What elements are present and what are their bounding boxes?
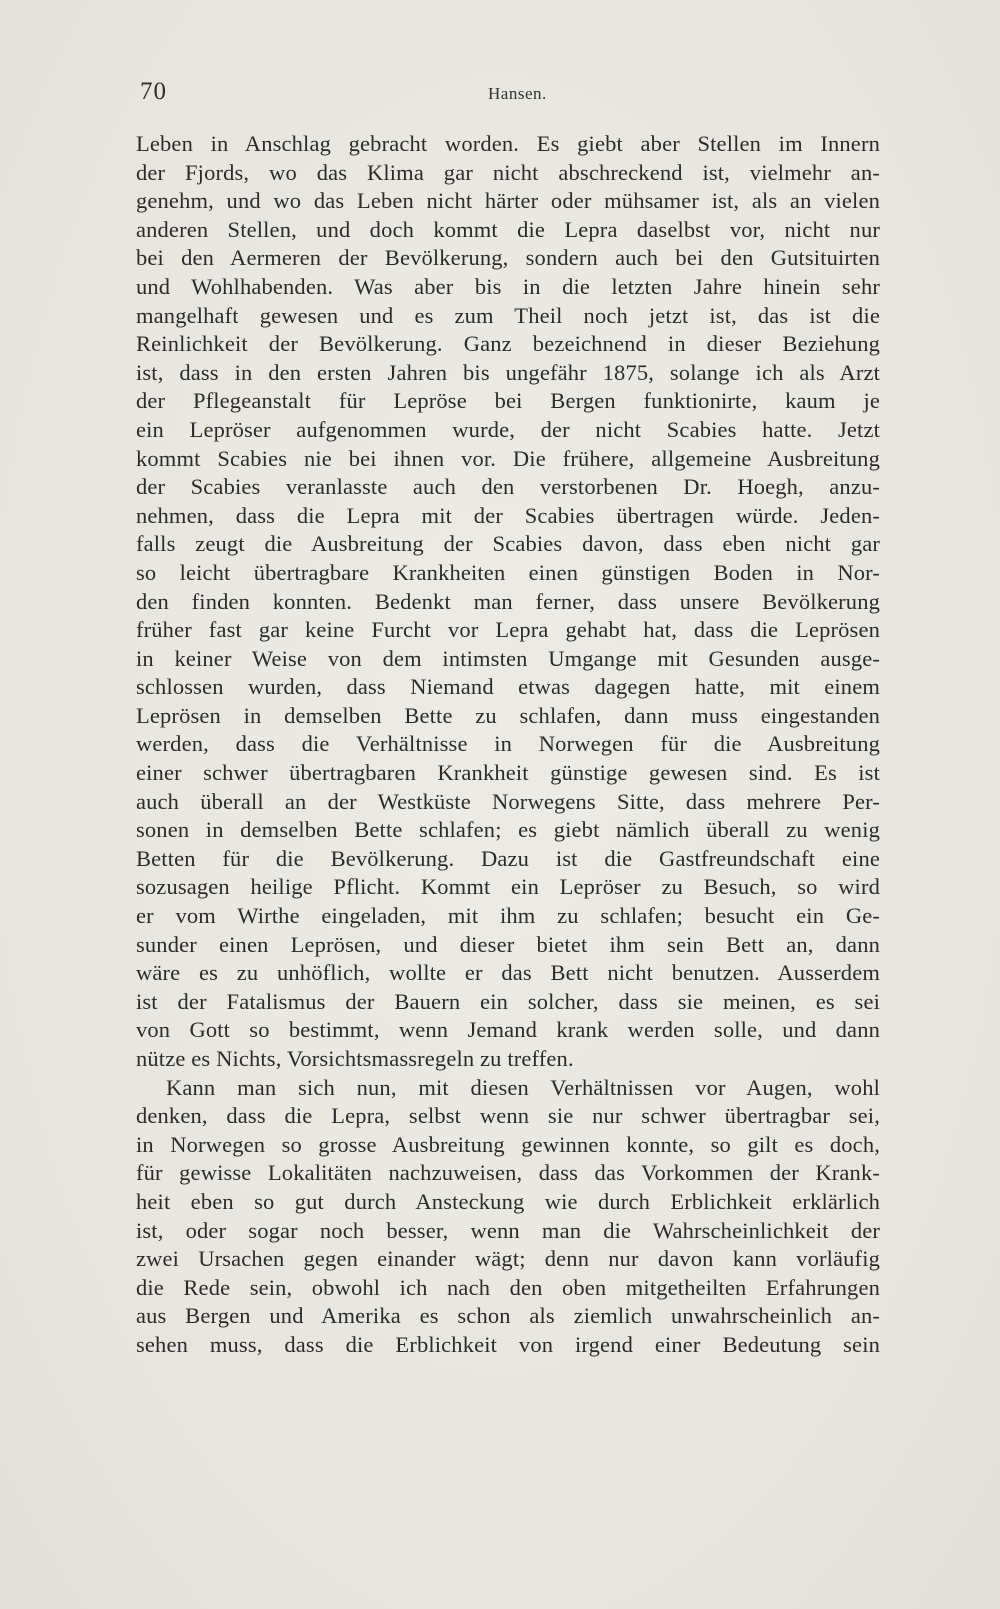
text-line: ein Lepröser aufgenommen wurde, der nicht Scabies hatte. Jetzt: [136, 416, 880, 442]
running-head: Hansen.: [488, 84, 547, 103]
text-line: er vom Wirthe eingeladen, mit ihm zu schlafen; besucht ein Ge-: [136, 903, 880, 929]
body-text: [136, 130, 880, 1360]
text-line: so leicht übertragbare Krankheiten einen günstigen Boden in Nor-: [136, 559, 880, 585]
text-line: zwei Ursachen gegen einander wägt; denn nur davon kann vorläufig: [136, 1246, 880, 1272]
text-line: Kann man sich nun, mit diesen Verhältnissen vor Augen, wohl: [166, 1074, 880, 1100]
text-line: Leprösen in demselben Bette zu schlafen, dann muss eingestanden: [136, 702, 880, 728]
page-header: [140, 78, 880, 112]
text-line: ist, oder sogar noch besser, wenn man die Wahrscheinlichkeit der: [136, 1217, 880, 1243]
text-line: ist der Fatalismus der Bauern ein solcher, dass sie meinen, es sei: [136, 988, 880, 1014]
text-line: Reinlichkeit der Bevölkerung. Ganz bezeichnend in dieser Beziehung: [136, 331, 880, 357]
text-line: für gewisse Lokalitäten nachzuweisen, dass das Vorkommen der Krank-: [136, 1160, 880, 1186]
text-line: bei den Aermeren der Bevölkerung, sondern auch bei den Gutsituirten: [136, 245, 880, 271]
text-line: ist, dass in den ersten Jahren bis ungefähr 1875, solange ich als Arzt: [136, 359, 880, 385]
text-line: der Scabies veranlasste auch den verstorbenen Dr. Hoegh, anzu-: [136, 474, 880, 500]
text-line: in keiner Weise von dem intimsten Umgange mit Gesunden ausge-: [136, 645, 880, 671]
text-line: den finden konnten. Bedenkt man ferner, dass unsere Bevölkerung: [136, 588, 880, 614]
text-line: sehen muss, dass die Erblichkeit von irgend einer Bedeutung sein: [136, 1331, 880, 1357]
text-line: kommt Scabies nie bei ihnen vor. Die frühere, allgemeine Ausbreitung: [136, 445, 880, 471]
text-line: Betten für die Bevölkerung. Dazu ist die Gastfreundschaft eine: [136, 845, 880, 871]
text-line: anderen Stellen, und doch kommt die Lepra daselbst vor, nicht nur: [136, 216, 880, 242]
text-line: wäre es zu unhöflich, wollte er das Bett nicht benutzen. Ausserdem: [136, 960, 880, 986]
text-line: falls zeugt die Ausbreitung der Scabies davon, dass eben nicht gar: [136, 531, 880, 557]
text-line: mangelhaft gewesen und es zum Theil noch jetzt ist, das ist die: [136, 302, 880, 328]
text-line: aus Bergen und Amerika es schon als ziemlich unwahrscheinlich an-: [136, 1303, 880, 1329]
text-line: genehm, und wo das Leben nicht härter oder mühsamer ist, als an vielen: [136, 188, 880, 214]
text-line: in Norwegen so grosse Ausbreitung gewinnen konnte, so gilt es doch,: [136, 1131, 880, 1157]
text-line: der Pflegeanstalt für Lepröse bei Bergen funktionirte, kaum je: [136, 388, 880, 414]
text-line: sunder einen Leprösen, und dieser bietet ihm sein Bett an, dann: [136, 931, 880, 957]
text-line: von Gott so bestimmt, wenn Jemand krank werden solle, und dann: [136, 1017, 880, 1043]
text-line: Leben in Anschlag gebracht worden. Es giebt aber Stellen im Innern: [136, 131, 880, 156]
text-line: und Wohlhabenden. Was aber bis in die letzten Jahre hinein sehr: [136, 273, 880, 299]
text-line: sozusagen heilige Pflicht. Kommt ein Lepröser zu Besuch, so wird: [136, 874, 880, 900]
text-line: früher fast gar keine Furcht vor Lepra gehabt hat, dass die Leprösen: [136, 617, 880, 643]
text-line: nütze es Nichts, Vorsichtsmassregeln zu treffen.: [136, 1046, 574, 1071]
text-line: einer schwer übertragbaren Krankheit günstige gewesen sind. Es ist: [136, 760, 880, 786]
text-line: schlossen wurden, dass Niemand etwas dagegen hatte, mit einem: [136, 674, 880, 700]
text-line: nehmen, dass die Lepra mit der Scabies übertragen würde. Jeden-: [136, 502, 880, 528]
text-line: denken, dass die Lepra, selbst wenn sie nur schwer übertragbar sei,: [136, 1103, 880, 1129]
text-line: auch überall an der Westküste Norwegens Sitte, dass mehrere Per-: [136, 788, 880, 814]
page-number: 70: [140, 78, 167, 105]
text-line: heit eben so gut durch Ansteckung wie durch Erblichkeit erklärlich: [136, 1188, 880, 1214]
text-line: der Fjords, wo das Klima gar nicht abschreckend ist, vielmehr an-: [136, 159, 880, 185]
text-line: sonen in demselben Bette schlafen; es giebt nämlich überall zu wenig: [136, 817, 880, 843]
text-line: die Rede sein, obwohl ich nach den oben mitgetheilten Erfahrungen: [136, 1274, 880, 1300]
text-line: werden, dass die Verhältnisse in Norwegen für die Ausbreitung: [136, 731, 880, 757]
